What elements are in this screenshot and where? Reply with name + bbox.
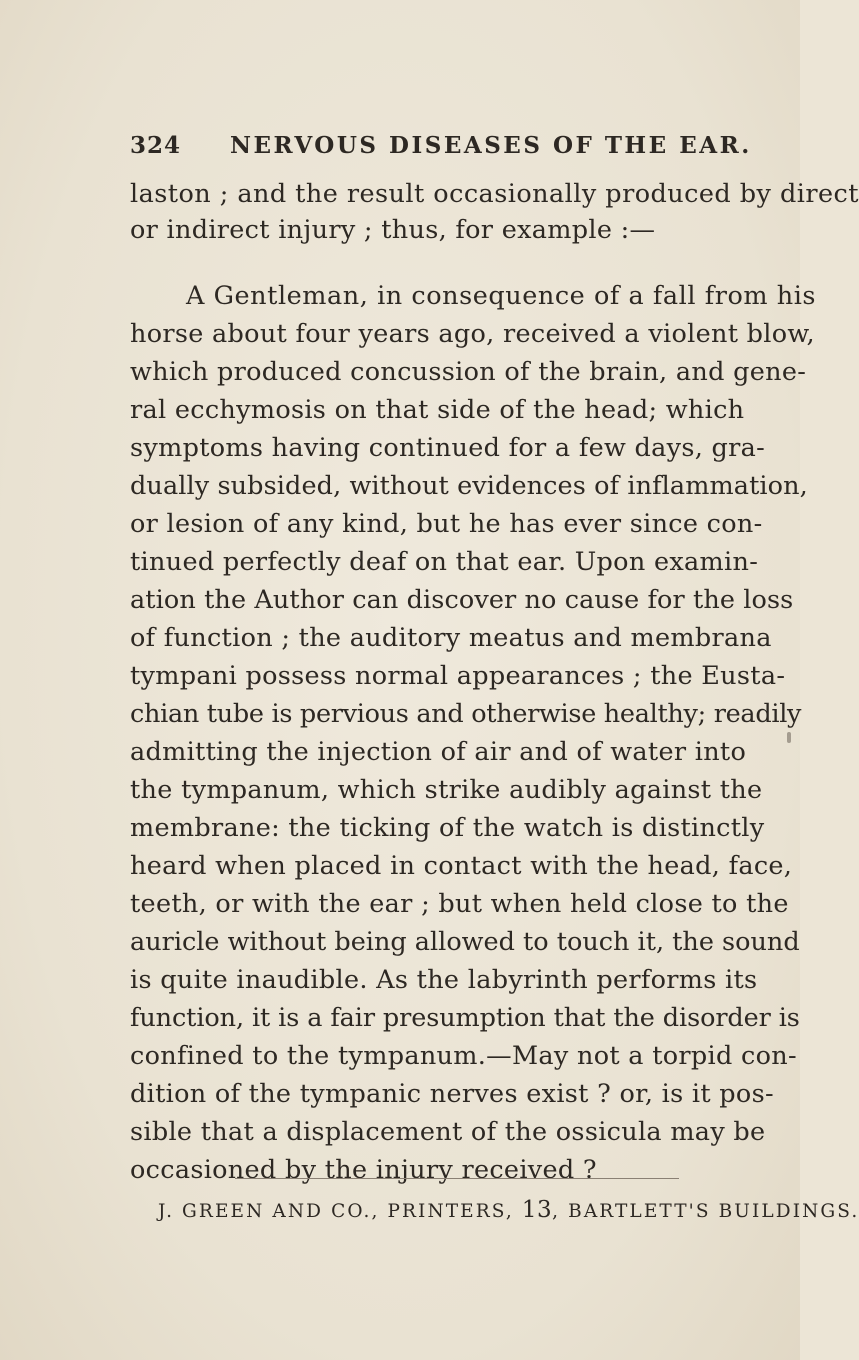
text-line: which produced concussion of the brain, and gene- <box>130 357 807 387</box>
running-title: NERVOUS DISEASES OF THE EAR. <box>230 132 752 159</box>
running-head <box>130 132 770 172</box>
text-line: auricle without being allowed to touch it, the sound <box>130 927 800 957</box>
text-line: or indirect injury ; thus, for example :— <box>130 215 656 245</box>
paragraph-first-line: A Gentleman, in consequence of a fall from his <box>186 281 817 311</box>
text-line: confined to the tympanum.—May not a torpid con- <box>130 1041 797 1071</box>
text-line: symptoms having continued for a few days, gra- <box>130 433 766 463</box>
text-line: or lesion of any kind, but he has ever since con- <box>130 509 763 539</box>
text-line: occasioned by the injury received ? <box>130 1155 597 1185</box>
printer-imprint <box>158 1197 859 1223</box>
paper-speck <box>787 732 791 743</box>
text-line: heard when placed in contact with the head, face, <box>130 851 793 881</box>
printer-street-number: 13 <box>521 1197 553 1223</box>
text-line: membrane: the ticking of the watch is distinctly <box>130 813 765 843</box>
text-line: function, it is a fair presumption that the disorder is <box>130 1003 800 1033</box>
printer-name: J. GREEN AND CO., PRINTERS, <box>158 1201 522 1222</box>
text-line: sible that a displacement of the ossicula may be <box>130 1117 766 1147</box>
text-line: ral ecchymosis on that side of the head; which <box>130 395 745 425</box>
text-line: laston ; and the result occasionally produced by direct <box>130 179 859 209</box>
text-line: horse about four years ago, received a violent blow, <box>130 319 815 349</box>
text-line: of function ; the auditory meatus and membrana <box>130 623 772 653</box>
text-line: admitting the injection of air and of water into <box>130 737 747 767</box>
text-line: chian tube is pervious and otherwise healthy; readily <box>130 699 802 729</box>
text-line: ation the Author can discover no cause for the loss <box>130 585 794 615</box>
text-line: teeth, or with the ear ; but when held close to the <box>130 889 789 919</box>
text-line: tympani possess normal appearances ; the Eusta- <box>130 661 786 691</box>
text-line: the tympanum, which strike audibly against the <box>130 775 763 805</box>
footer-rule <box>235 1178 679 1179</box>
text-line: dually subsided, without evidences of inflammation, <box>130 471 808 501</box>
text-line: is quite inaudible. As the labyrinth performs its <box>130 965 758 995</box>
text-line: dition of the tympanic nerves exist ? or, is it pos- <box>130 1079 774 1109</box>
page-number: 324 <box>130 132 182 159</box>
text-line: tinued perfectly deaf on that ear. Upon examin- <box>130 547 759 577</box>
printer-address: , BARTLETT'S BUILDINGS. <box>552 1201 859 1222</box>
